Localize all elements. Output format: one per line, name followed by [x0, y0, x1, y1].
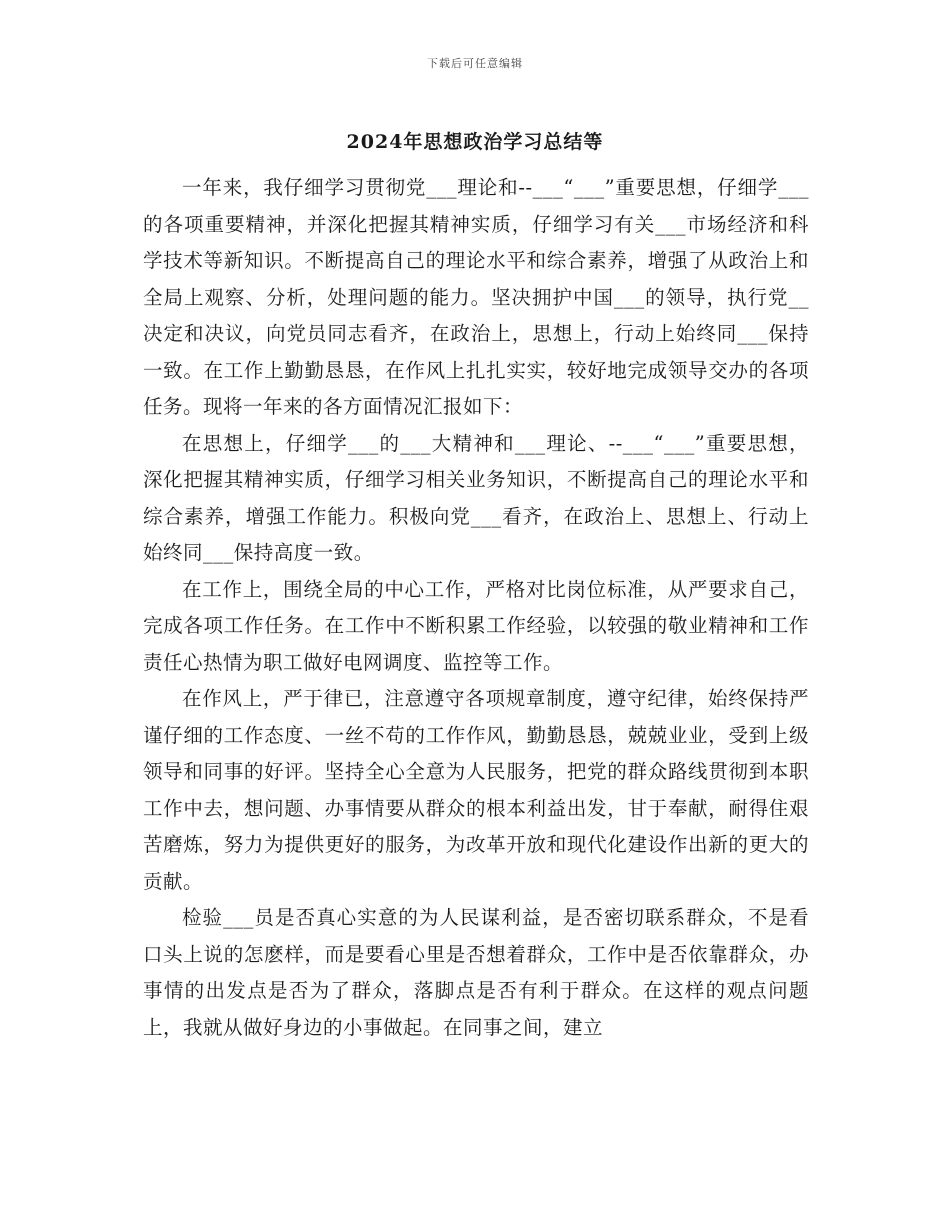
page-header-note: 下载后可任意编辑 — [427, 57, 523, 70]
document-body — [143, 170, 809, 1046]
paragraph-test: 检验___员是否真心实意的为人民谋利益，是否密切联系群众，不是看口头上说的怎麽样，而是要看心里是否想着群众，工作中是否依靠群众，办事情的出发点是否为了群众，落脚点是否有利于群众。在这样的观点问题上，我就从做好身边的小事做起。在同事之间，建立 — [143, 906, 809, 1039]
paragraph-intro: 一年来，我仔细学习贯彻党___理论和--___“___”重要思想，仔细学___的各项重要精神，并深化把握其精神实质，仔细学习有关___市场经济和科学技术等新知识。不断提高自己的理论水平和综合素养，增强了从政治上和全局上观察、分析，处理问题的能力。坚决拥护中国___的领导，执行党__决定和决议，向党员同志看齐，在政治上，思想上，行动上始终同___保持一致。在工作上勤勤恳恳，在作风上扎扎实实，较好地完成领导交办的各项任务。现将一年来的各方面情况汇报如下： — [143, 176, 809, 418]
document-title: 2024年思想政治学习总结等 — [346, 131, 604, 153]
paragraph-thought: 在思想上，仔细学___的___大精神和___理论、--___“___”重要思想，深化把握其精神实质，仔细学习相关业务知识，不断提高自己的理论水平和综合素养，增强工作能力。积极向党___看齐，在政治上、思想上、行动上始终同___保持高度一致。 — [143, 431, 809, 564]
paragraph-work: 在工作上，围绕全局的中心工作，严格对比岗位标准，从严要求自己，完成各项工作任务。在工作中不断积累工作经验，以较强的敬业精神和工作责任心热情为职工做好电网调度、监控等工作。 — [143, 577, 809, 674]
paragraph-style: 在作风上，严于律已，注意遵守各项规章制度，遵守纪律，始终保持严谨仔细的工作态度、一丝不苟的工作作风，勤勤恳恳，兢兢业业，受到上级领导和同事的好评。坚持全心全意为人民服务，把党的群众路线贯彻到本职工作中去，想问题、办事情要从群众的根本利益出发，甘于奉献，耐得住艰苦磨炼，努力为提供更好的服务，为改革开放和现代化建设作出新的更大的贡献。 — [143, 687, 809, 893]
